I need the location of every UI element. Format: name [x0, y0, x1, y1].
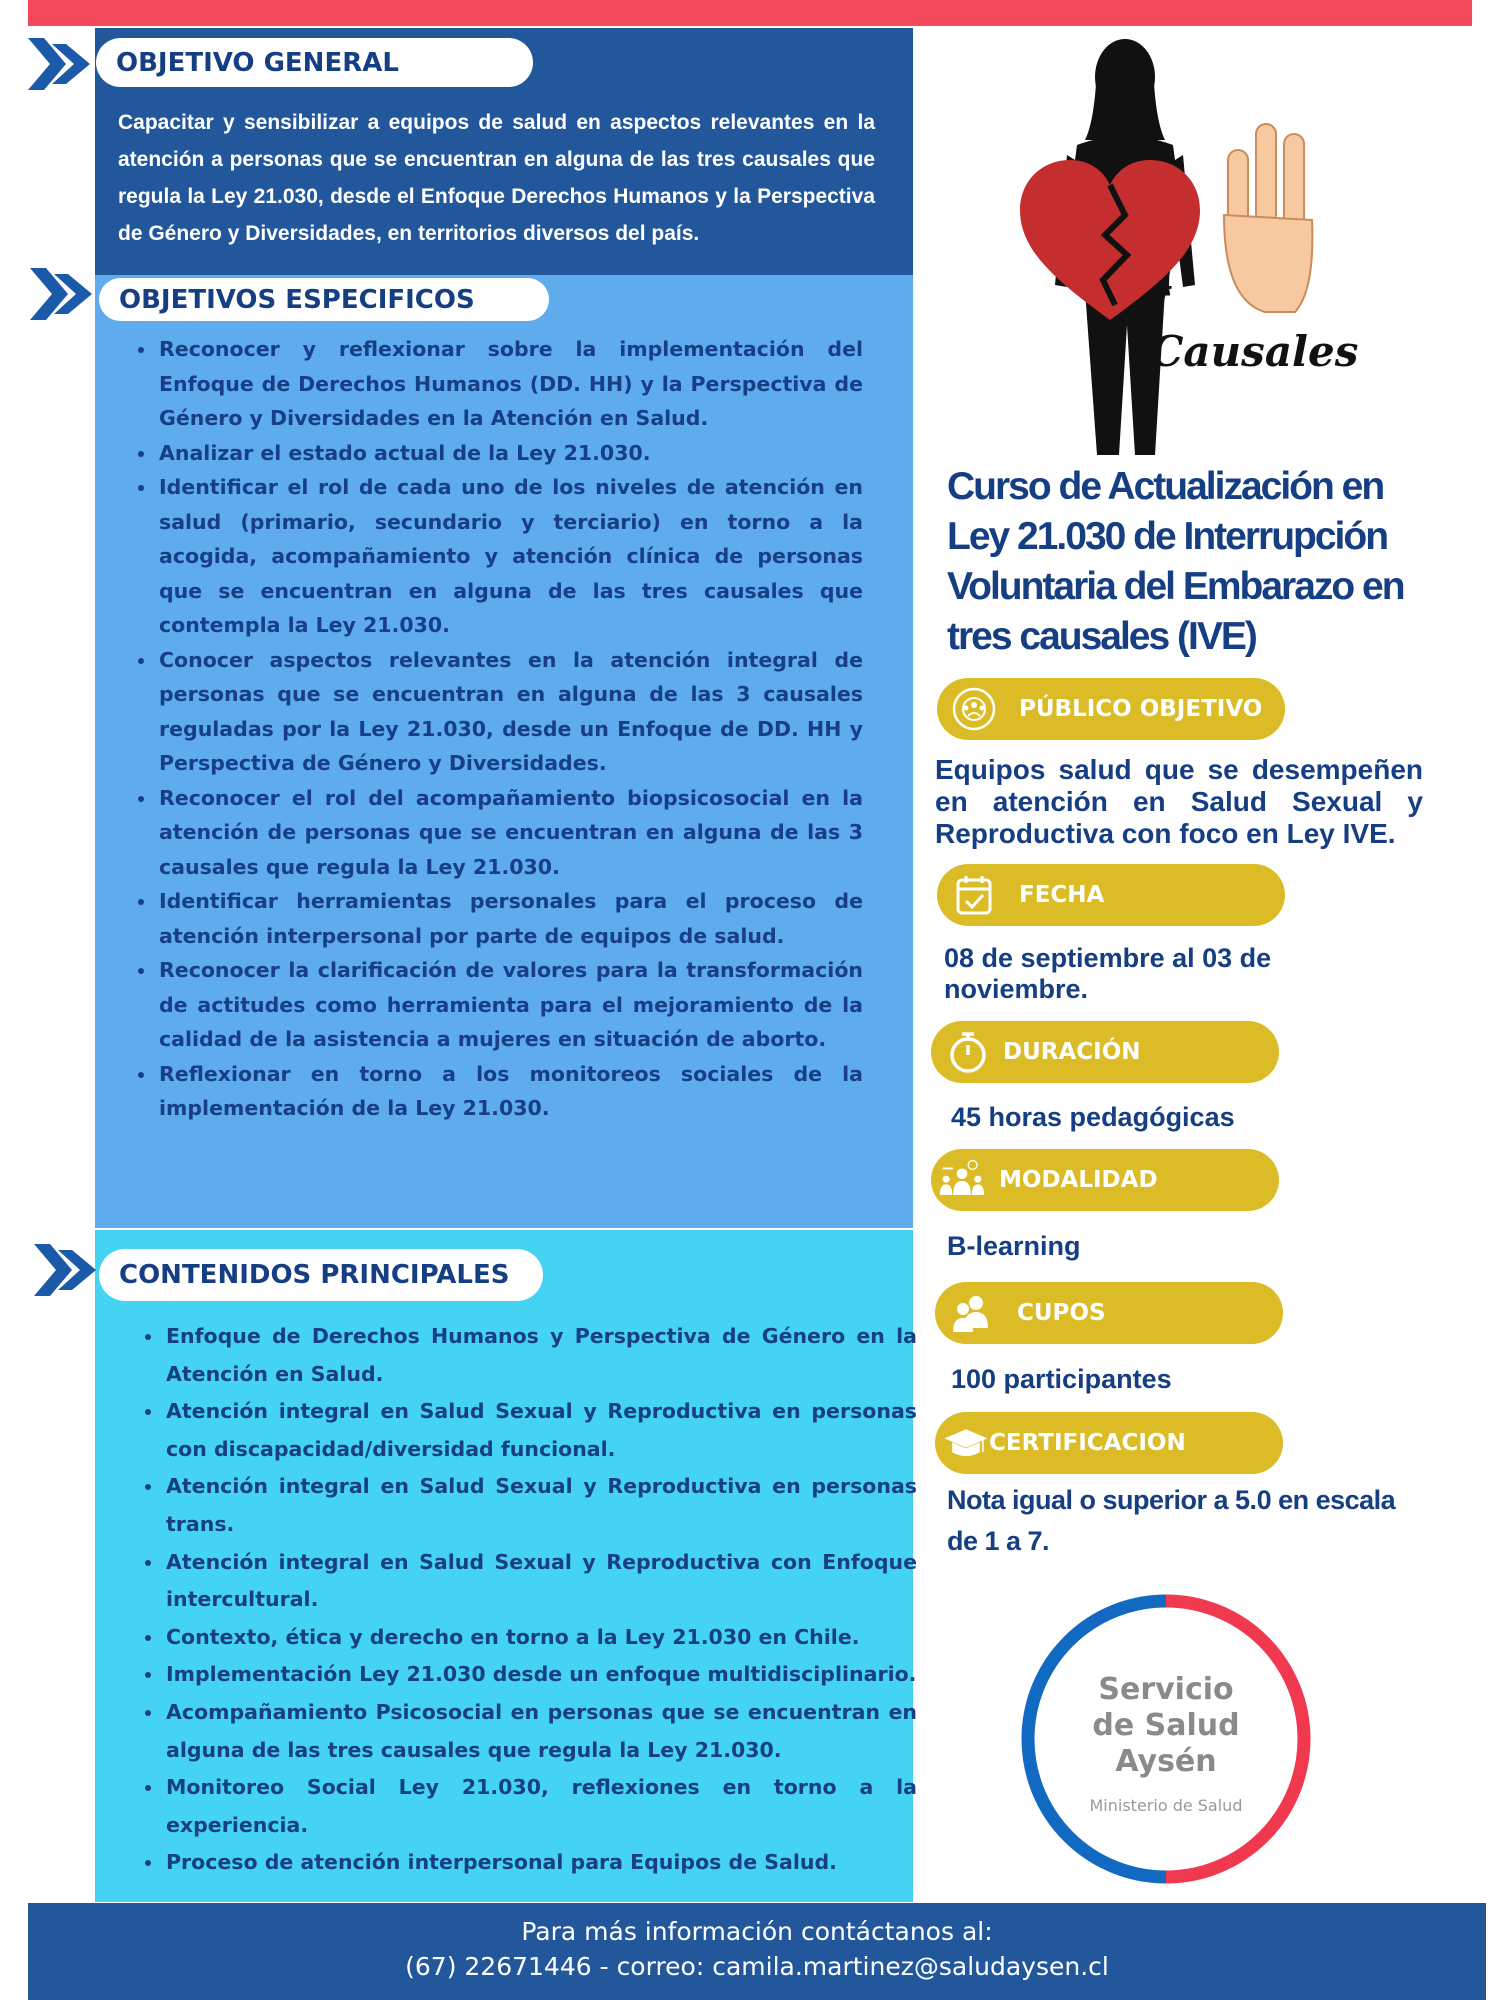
logo-line-1: Servicio	[1098, 1672, 1234, 1707]
stopwatch-icon	[945, 1029, 991, 1075]
duracion-value: 45 horas pedagógicas	[951, 1102, 1235, 1132]
contenidos-heading: CONTENIDOS PRINCIPALES	[99, 1249, 543, 1301]
list-item: • Atención integral en Salud Sexual y Reproductiva en personas con discapacidad/diversidad funcional.	[164, 1393, 917, 1468]
teacher-students-icon	[939, 1157, 985, 1203]
list-item: • Reconocer y reflexionar sobre la implementación del Enfoque de Derechos Humanos (DD. HH) y la Perspectiva de Género y Diversidades en la Atención en Salud.	[157, 332, 863, 436]
footer-contact-line[interactable]: (67) 22671446 - correo: camila.martinez@saludaysen.cl	[405, 1952, 1109, 1981]
list-item: • Reconocer el rol del acompañamiento biopsicosocial en la atención de personas que se encuentran en alguna de las 3 causales que regula la Ley 21.030.	[157, 781, 863, 885]
list-item: • Atención integral en Salud Sexual y Reproductiva con Enfoque intercultural.	[164, 1544, 917, 1619]
graduation-cap-icon	[943, 1420, 989, 1466]
list-item: • Analizar el estado actual de la Ley 21.030.	[157, 436, 863, 471]
modalidad-badge	[931, 1149, 1279, 1211]
list-item: • Proceso de atención interpersonal para Equipos de Salud.	[164, 1844, 917, 1882]
certificacion-value: Nota igual o superior a 5.0 en escala de 1 a 7.	[947, 1485, 1396, 1556]
objetivos-especificos-list	[122, 332, 863, 1126]
list-item: • Contexto, ética y derecho en torno a la Ley 21.030 en Chile.	[164, 1619, 917, 1657]
logo-line-2: de Salud	[1092, 1708, 1240, 1743]
objetivo-general-heading: OBJETIVO GENERAL	[96, 38, 533, 87]
people-icon	[949, 1290, 995, 1336]
list-item: • Atención integral en Salud Sexual y Reproductiva en personas trans.	[164, 1468, 917, 1543]
hashtag-text: #	[1150, 275, 1174, 308]
cupos-label: CUPOS	[1017, 1300, 1106, 1326]
cupos-value: 100 participantes	[951, 1364, 1172, 1394]
causales-illustration	[1015, 35, 1359, 465]
fecha-badge	[937, 864, 1285, 926]
target-audience-icon	[951, 686, 997, 732]
three-fingers-hand-icon	[1220, 120, 1325, 320]
cupos-badge	[935, 1282, 1283, 1344]
list-item: • Enfoque de Derechos Humanos y Perspectiva de Género en la Atención en Salud.	[164, 1318, 917, 1393]
modalidad-label: MODALIDAD	[999, 1167, 1158, 1193]
duracion-label: DURACIÓN	[1003, 1039, 1141, 1065]
objetivos-especificos-heading: OBJETIVOS ESPECIFICOS	[99, 278, 549, 321]
publico-objetivo-badge	[937, 678, 1285, 740]
broken-heart-icon	[1015, 155, 1205, 325]
footer-line-1: Para más información contáctanos al:	[521, 1917, 993, 1946]
publico-objetivo-label: PÚBLICO OBJETIVO	[1019, 696, 1263, 722]
list-item: • Reconocer la clarificación de valores para la transformación de actitudes como herramienta para el mejoramiento de la calidad de la asistencia a mujeres en situación de aborto.	[157, 953, 863, 1057]
fecha-label: FECHA	[1019, 882, 1105, 908]
list-item: • Implementación Ley 21.030 desde un enfoque multidisciplinario.	[164, 1656, 917, 1694]
modalidad-value: B-learning	[947, 1231, 1081, 1261]
objetivo-general-text: Capacitar y sensibilizar a equipos de salud en aspectos relevantes en la atención a personas que se encuentran en alguna de las tres causales que regula la Ley 21.030, desde el Enfoque Derechos Humanos y la Perspectiva de Género y Diversidades, en territorios diversos del país.	[118, 111, 875, 245]
list-item: • Identificar herramientas personales para el proceso de atención interpersonal por parte de equipos de salud.	[157, 884, 863, 953]
calendar-check-icon	[951, 872, 997, 918]
logo-line-3: Aysén	[1115, 1744, 1217, 1779]
double-chevron-icon	[30, 268, 96, 320]
fecha-value: 08 de septiembre al 03 de noviembre.	[944, 943, 1272, 1004]
duracion-badge	[931, 1021, 1279, 1083]
double-chevron-icon	[28, 38, 94, 90]
course-title: Curso de Actualización en Ley 21.030 de Interrupción Voluntaria del Embarazo en tres causales (IVE)	[947, 465, 1404, 658]
logo-subtitle: Ministerio de Salud	[1089, 1796, 1243, 1815]
causales-label: Causales	[1150, 327, 1359, 376]
list-item: • Reflexionar en torno a los monitoreos sociales de la implementación de la Ley 21.030.	[157, 1057, 863, 1126]
list-item: • Conocer aspectos relevantes en la atención integral de personas que se encuentran en alguna de las 3 causales reguladas por la Ley 21.030, desde un Enfoque de DD. HH y Perspectiva de Género y Diversidades.	[157, 643, 863, 781]
list-item: • Monitoreo Social Ley 21.030, reflexiones en torno a la experiencia.	[164, 1769, 917, 1844]
list-item: • Acompañamiento Psicosocial en personas que se encuentran en alguna de las tres causales que regula la Ley 21.030.	[164, 1694, 917, 1769]
servicio-salud-aysen-logo	[1021, 1594, 1311, 1884]
top-accent-bar	[28, 0, 1472, 26]
contact-footer	[28, 1903, 1486, 2000]
publico-objetivo-value: Equipos salud que se desempeñen en atención en Salud Sexual y Reproductiva con foco en Ley IVE.	[935, 754, 1423, 849]
double-chevron-icon	[34, 1244, 100, 1296]
contenidos-list	[129, 1318, 917, 1882]
certificacion-badge	[935, 1412, 1283, 1474]
certificacion-label: CERTIFICACION	[989, 1430, 1186, 1456]
list-item: • Identificar el rol de cada uno de los niveles de atención en salud (primario, secundario y terciario) en torno a la acogida, acompañamiento y atención clínica de personas que se encuentran en alguna de las tres causales que contempla la Ley 21.030.	[157, 470, 863, 643]
